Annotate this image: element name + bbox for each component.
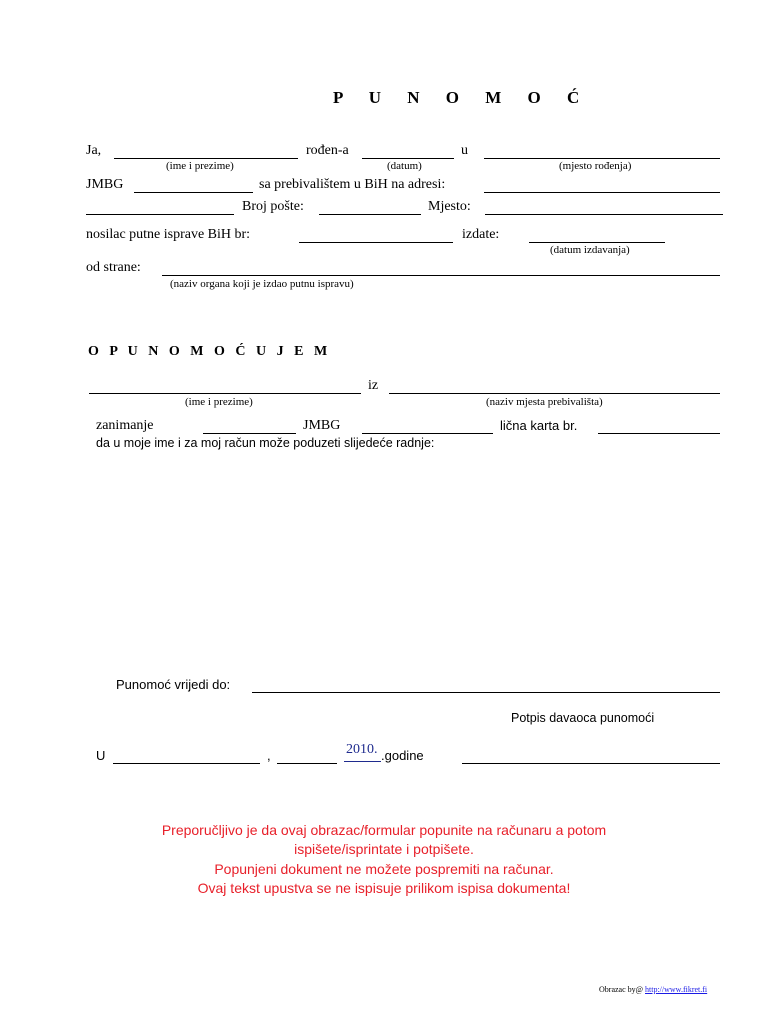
field-godina[interactable]: 2010. <box>346 742 378 757</box>
field-mjesto-rodenja[interactable] <box>484 158 720 159</box>
label-godine: .godine <box>381 748 424 763</box>
label-vrijedi-do: Punomoć vrijedi do: <box>116 677 231 692</box>
label-u-mjesto: U <box>96 748 106 763</box>
field-adresa[interactable] <box>484 192 720 193</box>
field-datum-potpisa[interactable] <box>277 763 337 764</box>
hint-opunomocenik-ime: (ime i prezime) <box>185 396 253 408</box>
footer <box>599 985 707 995</box>
label-nosilac: nosilac putne isprave BiH br: <box>86 227 251 242</box>
field-zanimanje[interactable] <box>203 433 296 434</box>
label-iz: iz <box>368 378 379 393</box>
label-mjesto: Mjesto: <box>428 199 471 214</box>
field-datum-rodenja[interactable] <box>362 158 454 159</box>
field-ime-prezime[interactable] <box>114 158 298 159</box>
hint-datum-izdavanja: (datum izdavanja) <box>550 244 630 256</box>
section-heading: O P U N O M O Ć U J E M <box>88 344 331 359</box>
field-datum-izdavanja[interactable] <box>529 242 665 243</box>
year-underline <box>344 761 381 762</box>
field-mjesto[interactable] <box>485 214 723 215</box>
notice-line-1: Preporučljivo je da ovaj obrazac/formular popunite na računaru a potom <box>161 822 607 838</box>
label-roden: rođen-a <box>306 143 349 158</box>
field-potpis[interactable] <box>462 763 720 764</box>
hint-opunomocenik-mjesto: (naziv mjesta prebivališta) <box>486 396 603 408</box>
notice-line-3: Popunjeni dokument ne možete pospremiti na računar. <box>214 861 554 877</box>
hint-datum: (datum) <box>387 160 422 172</box>
field-opunomocenik-mjesto[interactable] <box>389 393 720 394</box>
hint-mjesto-rodenja: (mjesto rođenja) <box>559 160 632 172</box>
radnje-area[interactable] <box>96 460 720 660</box>
hint-ime-prezime: (ime i prezime) <box>166 160 234 172</box>
notice-line-4: Ovaj tekst upustva se ne ispisuje prilikom ispisa dokumenta! <box>197 880 571 896</box>
field-mjesto-potpisa[interactable] <box>113 763 260 764</box>
footer-link[interactable]: http://www.fikret.fi <box>645 985 708 994</box>
label-comma: , <box>267 748 271 763</box>
field-adresa-nastavak[interactable] <box>86 214 234 215</box>
label-broj-poste: Broj pošte: <box>242 199 304 214</box>
label-izdate: izdate: <box>462 227 500 242</box>
label-licna-karta: lična karta br. <box>500 418 578 433</box>
page-title: P U N O M O Ć <box>333 88 591 107</box>
notice-line-2: ispišete/isprintate i potpišete. <box>294 841 474 857</box>
footer-prefix: Obrazac by@ <box>599 985 644 994</box>
label-zanimanje: zanimanje <box>96 418 154 433</box>
field-putna-isprava[interactable] <box>299 242 453 243</box>
field-opunomocenik-ime[interactable] <box>89 393 361 394</box>
label-prebivaliste: sa prebivalištem u BiH na adresi: <box>259 177 446 192</box>
label-od-strane: od strane: <box>86 260 141 275</box>
label-u: u <box>461 143 468 158</box>
label-potpis: Potpis davaoca punomoći <box>511 711 655 725</box>
field-vrijedi-do[interactable] <box>252 692 720 693</box>
field-organ[interactable] <box>162 275 720 276</box>
label-jmbg: JMBG <box>86 177 124 192</box>
field-broj-poste[interactable] <box>319 214 421 215</box>
hint-organ: (naziv organa koji je izdao putnu ispravu) <box>170 278 354 290</box>
field-licna-karta[interactable] <box>598 433 720 434</box>
field-jmbg-2[interactable] <box>362 433 493 434</box>
field-jmbg[interactable] <box>134 192 253 193</box>
label-jmbg-2: JMBG <box>303 418 341 433</box>
label-ja: Ja, <box>86 143 102 158</box>
radnje-text: da u moje ime i za moj račun može poduzeti slijedeće radnje: <box>96 436 435 450</box>
